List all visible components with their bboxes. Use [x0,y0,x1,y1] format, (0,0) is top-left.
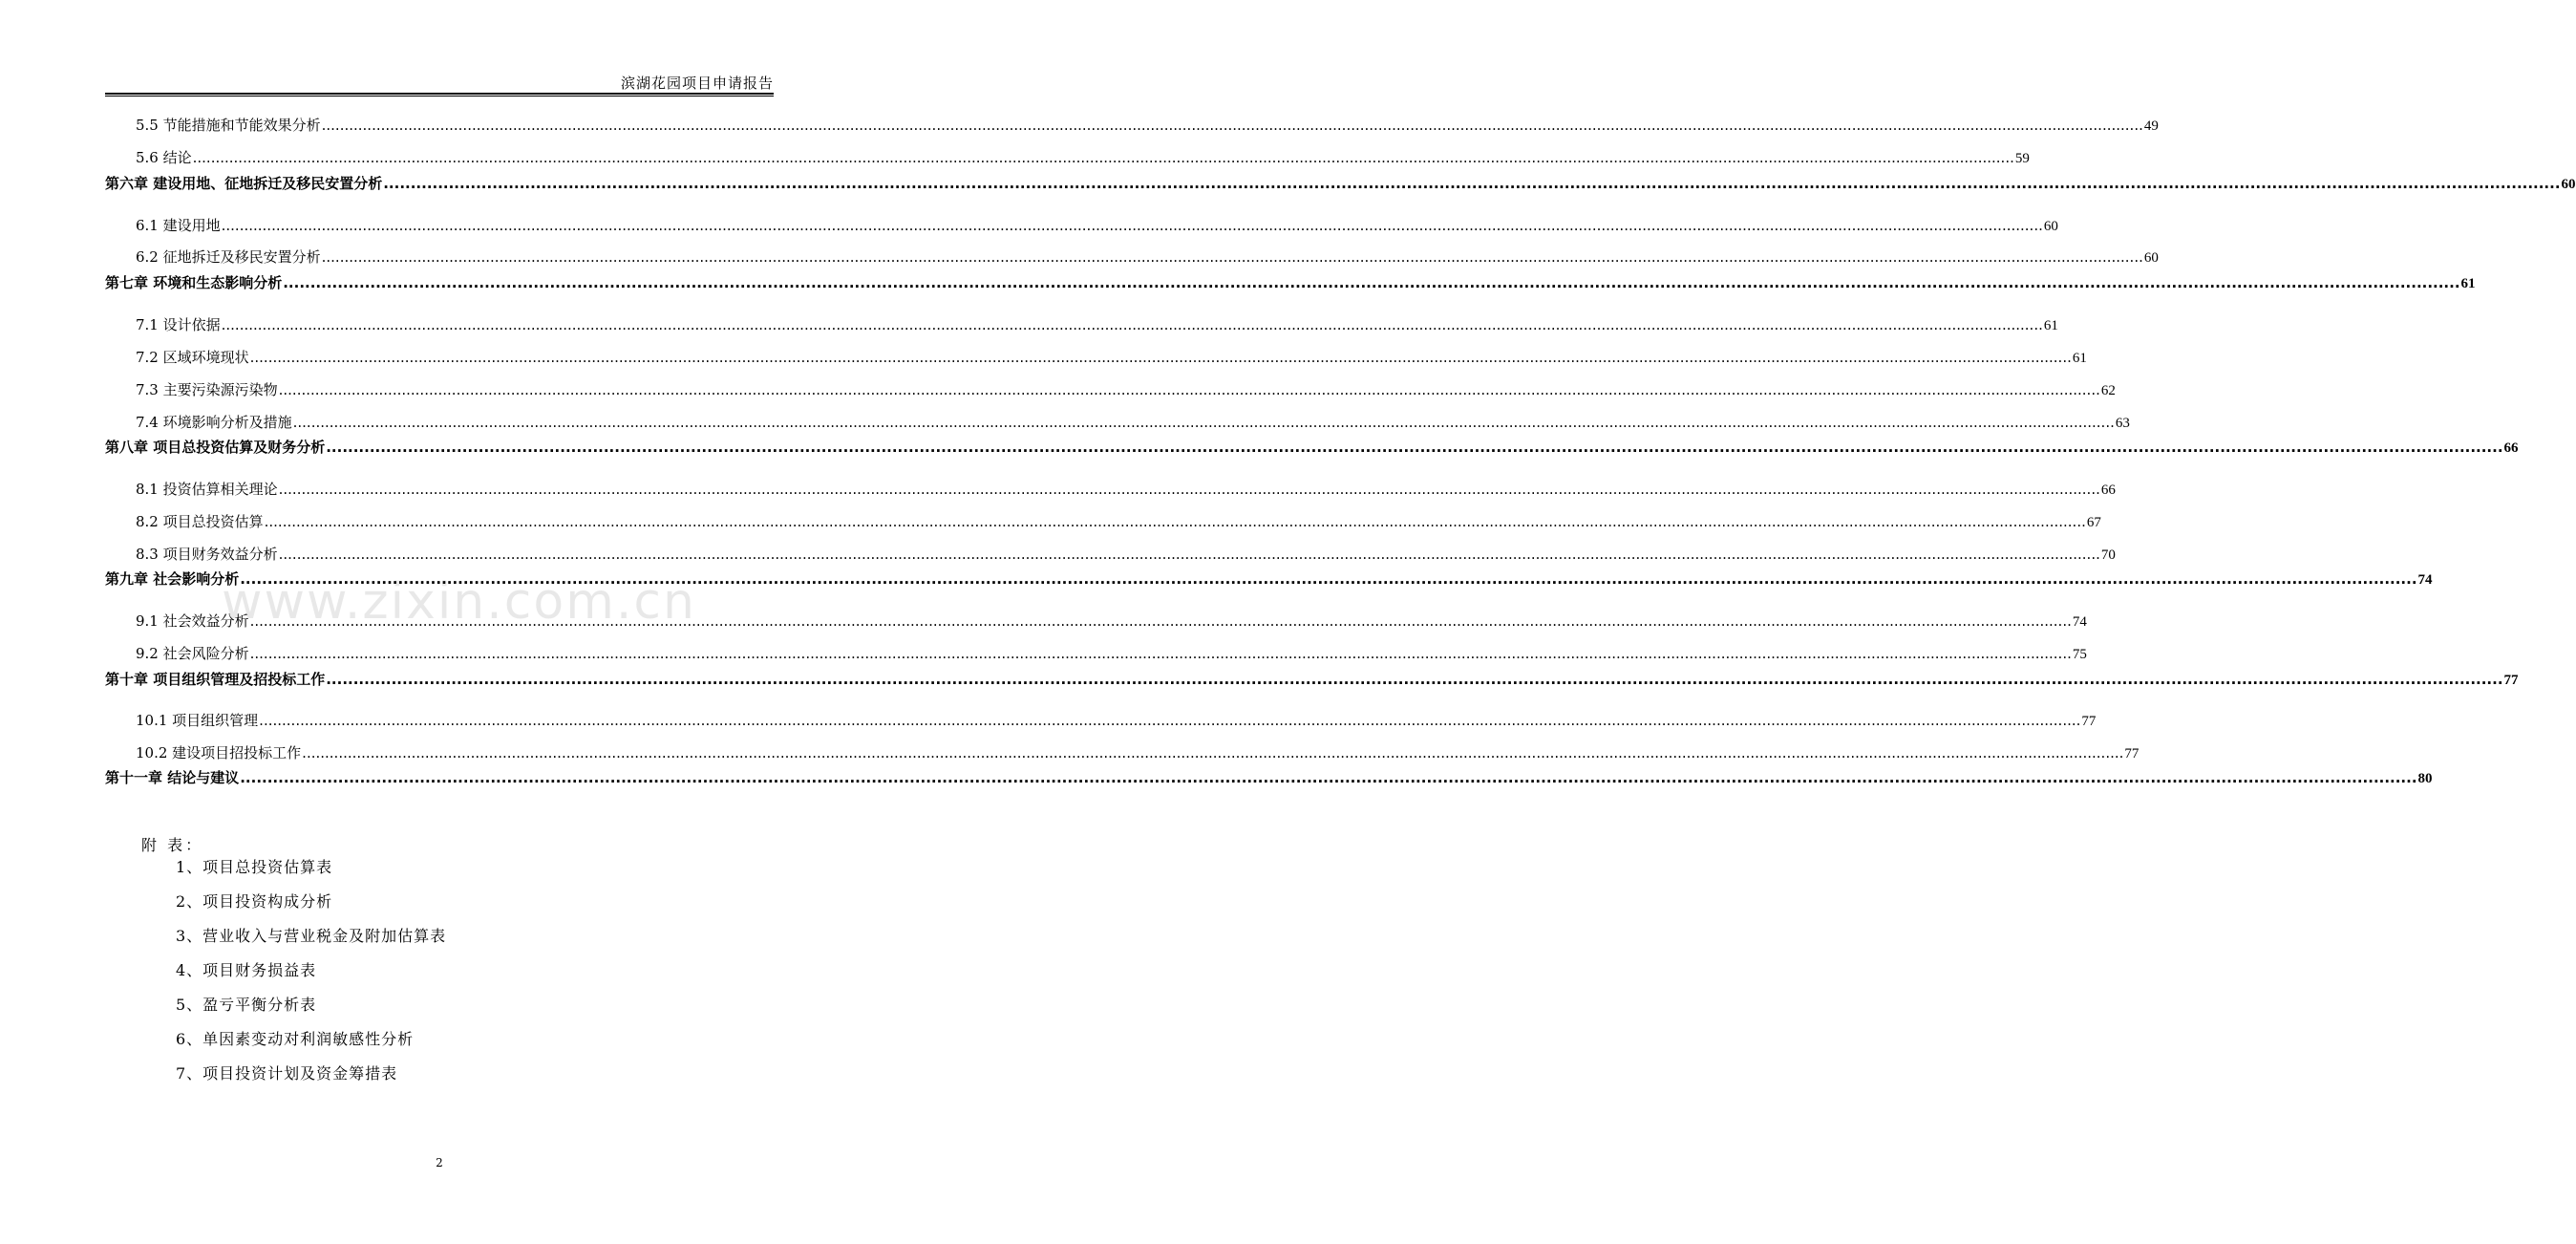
toc-entry-label: 6.2 征地拆迁及移民安置分析 [136,248,321,266]
toc-entry-page: 61 [2043,318,2058,333]
toc-entry-label: 7.1 设计依据 [136,316,221,333]
toc-entry[interactable] [136,314,2058,333]
toc-entry-label: 第六章 建设用地、征地拆迁及移民安置分析 [105,175,383,192]
toc-entry-label: 5.6 结论 [136,149,192,166]
appendix-item[interactable]: 3、营业收入与营业税金及附加估算表 [176,927,447,945]
toc-entry-page: 66 [2503,440,2519,456]
toc-leader-dots: ................................................................................................................................................................................................................................................................................................................................................................................................................ [249,645,2072,662]
toc-entry-label: 8.1 投资估算相关理论 [136,481,278,498]
toc-entry-page: 61 [2072,351,2087,366]
toc-chapter[interactable] [105,173,2576,192]
toc-entry-page: 49 [2143,118,2159,134]
toc-leader-dots: ................................................................................................................................................................................................................................................................................................................................................................................................................ [240,769,2417,786]
toc-entry-page: 77 [2081,714,2097,729]
header-rule-thin [105,96,774,97]
appendix-item[interactable]: 4、项目财务损益表 [176,961,317,979]
toc-leader-dots: ................................................................................................................................................................................................................................................................................................................................................................................................................ [321,248,2143,266]
toc-entry-page: 75 [2072,647,2087,662]
toc-entry-page: 59 [2014,151,2030,166]
toc-entry-label: 6.1 建设用地 [136,217,221,234]
toc-entry-page: 60 [2043,219,2058,234]
toc-entry[interactable] [136,247,2159,266]
toc-entry-page: 74 [2072,614,2087,630]
appendix-item[interactable]: 5、盈亏平衡分析表 [176,996,317,1014]
toc-entry-label: 9.2 社会风险分析 [136,645,249,662]
toc-entry-page: 60 [2143,250,2159,266]
toc-chapter[interactable] [105,437,2519,456]
toc-leader-dots: ................................................................................................................................................................................................................................................................................................................................................................................................................ [321,117,2143,134]
toc-entry-page: 77 [2503,673,2519,688]
toc-leader-dots: ................................................................................................................................................................................................................................................................................................................................................................................................................ [326,439,2503,456]
toc-leader-dots: ................................................................................................................................................................................................................................................................................................................................................................................................................ [302,744,2124,761]
toc-entry-label: 第十一章 结论与建议 [105,769,240,786]
toc-leader-dots: ................................................................................................................................................................................................................................................................................................................................................................................................................ [192,149,2014,166]
toc-entry[interactable] [136,215,2058,234]
toc-leader-dots: ................................................................................................................................................................................................................................................................................................................................................................................................................ [383,175,2561,192]
page-number: 2 [436,1156,443,1169]
appendix-item[interactable]: 2、项目投资构成分析 [176,892,333,911]
toc-entry-page: 77 [2124,746,2140,761]
toc-leader-dots: ................................................................................................................................................................................................................................................................................................................................................................................................................ [278,381,2100,398]
toc-entry[interactable] [136,147,2030,166]
appendix-item[interactable]: 7、项目投资计划及资金筹措表 [176,1064,398,1083]
toc-entry-label: 5.5 节能措施和节能效果分析 [136,117,321,134]
toc-entry-label: 8.2 项目总投资估算 [136,513,264,530]
appendix-item[interactable]: 1、项目总投资估算表 [176,858,333,876]
header-rule [105,93,774,95]
toc-entry[interactable] [136,115,2159,134]
toc-entry-label: 7.4 环境影响分析及措施 [136,414,292,431]
toc-leader-dots: ................................................................................................................................................................................................................................................................................................................................................................................................................ [221,217,2043,234]
toc-leader-dots: ................................................................................................................................................................................................................................................................................................................................................................................................................ [221,316,2043,333]
appendix-title: 附 表： [141,836,204,854]
toc-leader-dots: ................................................................................................................................................................................................................................................................................................................................................................................................................ [278,546,2100,563]
toc-entry[interactable] [136,544,2116,563]
toc-entry-page: 70 [2100,547,2116,563]
toc-chapter[interactable] [105,272,2476,291]
toc-entry-label: 第八章 项目总投资估算及财务分析 [105,439,326,456]
toc-entry-label: 7.3 主要污染源污染物 [136,381,278,398]
toc-entry[interactable] [136,511,2101,530]
appendix-item[interactable]: 6、单因素变动对利润敏感性分析 [176,1030,415,1048]
toc-leader-dots: ................................................................................................................................................................................................................................................................................................................................................................................................................ [283,274,2460,291]
toc-entry[interactable] [136,643,2087,662]
watermark: www.zixin.com.cn [222,573,696,631]
toc-entry[interactable] [136,412,2130,431]
toc-leader-dots: ................................................................................................................................................................................................................................................................................................................................................................................................................ [249,349,2072,366]
toc-entry[interactable] [136,347,2087,366]
running-header: 滨湖花园项目申请报告 [620,75,774,92]
toc-entry[interactable] [136,742,2140,761]
toc-entry-page: 63 [2115,416,2130,431]
toc-entry-page: 80 [2417,771,2433,786]
toc-entry-label: 第十章 项目组织管理及招投标工作 [105,671,326,688]
toc-leader-dots: ................................................................................................................................................................................................................................................................................................................................................................................................................ [264,513,2086,530]
toc-entry[interactable] [136,479,2116,498]
toc-entry-page: 66 [2100,483,2116,498]
toc-chapter[interactable] [105,767,2433,786]
toc-entry-label: 第七章 环境和生态影响分析 [105,274,283,291]
toc-chapter[interactable] [105,669,2519,688]
toc-leader-dots: ................................................................................................................................................................................................................................................................................................................................................................................................................ [292,414,2115,431]
toc-entry-label: 第九章 社会影响分析 [105,570,240,588]
toc-leader-dots: ................................................................................................................................................................................................................................................................................................................................................................................................................ [278,481,2100,498]
toc-entry-page: 61 [2460,276,2476,291]
toc-entry-page: 67 [2086,515,2101,530]
toc-leader-dots: ................................................................................................................................................................................................................................................................................................................................................................................................................ [259,712,2081,729]
toc-leader-dots: ................................................................................................................................................................................................................................................................................................................................................................................................................ [249,612,2072,630]
toc-entry-page: 60 [2561,177,2576,192]
toc-entry-page: 74 [2417,572,2433,588]
toc-entry[interactable] [136,710,2097,729]
toc-entry-label: 10.1 项目组织管理 [136,712,259,729]
toc-entry-label: 9.1 社会效益分析 [136,612,249,630]
toc-leader-dots: ................................................................................................................................................................................................................................................................................................................................................................................................................ [326,671,2503,688]
toc-entry-label: 7.2 区域环境现状 [136,349,249,366]
toc-leader-dots: ................................................................................................................................................................................................................................................................................................................................................................................................................ [240,570,2417,588]
toc-entry-page: 62 [2100,383,2116,398]
toc-entry[interactable] [136,379,2116,398]
toc-entry-label: 10.2 建设项目招投标工作 [136,744,302,761]
toc-entry-label: 8.3 项目财务效益分析 [136,546,278,563]
